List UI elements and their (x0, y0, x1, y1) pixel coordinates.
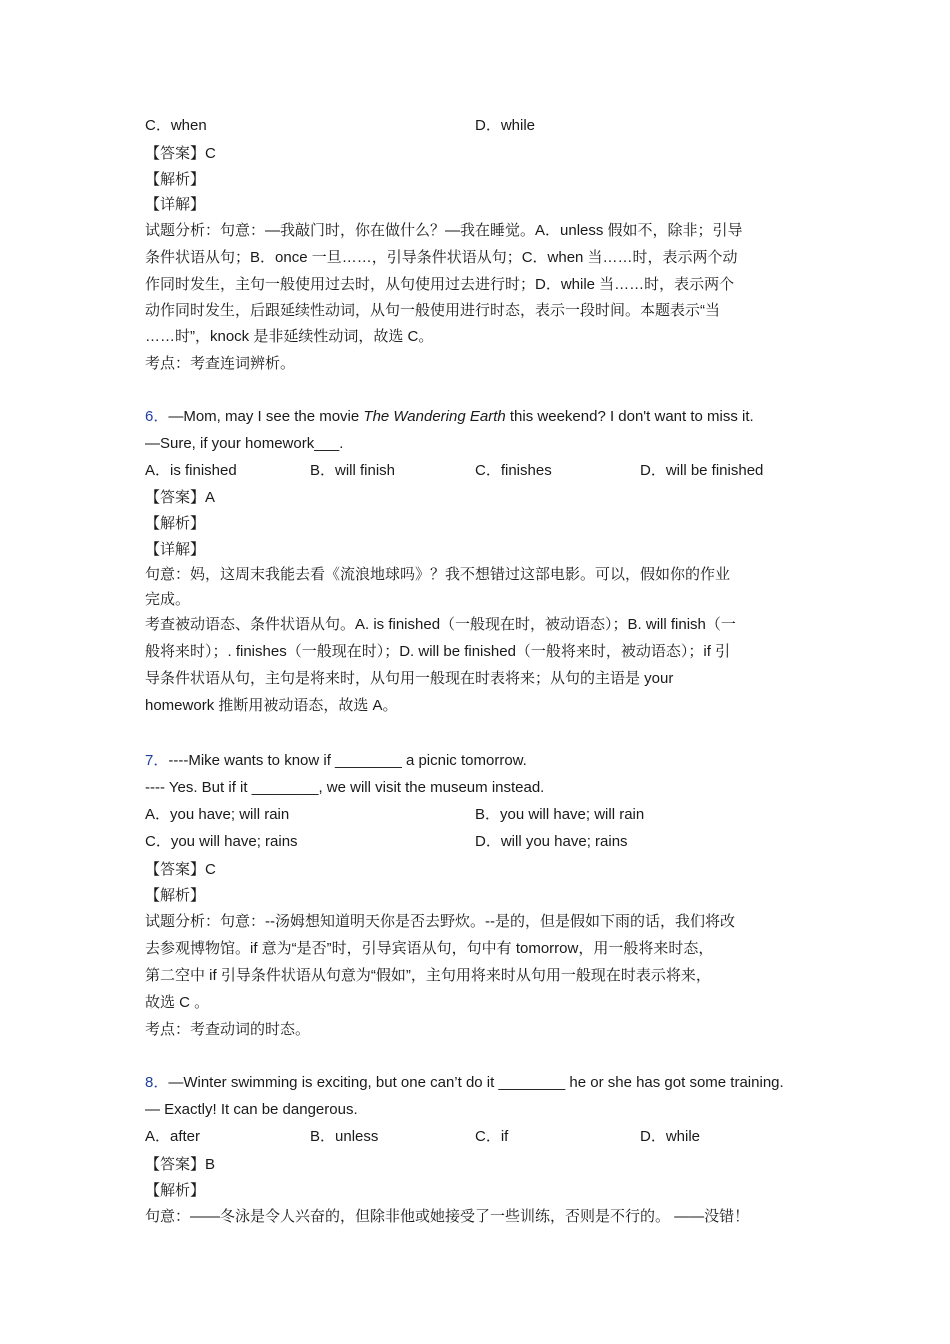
explanation-line: 故选 C 。 (145, 994, 210, 1011)
detail-label: 【详解】 (145, 541, 206, 558)
option-d: D．will be finished (640, 462, 764, 479)
kaodian-line: 考点：考查动词的时态。 (145, 1021, 311, 1038)
explanation-line: ……时”，knock 是非延续性动词，故选 C。 (145, 328, 434, 345)
option-d: D．while (475, 117, 536, 134)
explanation-line: 去参观博物馆。if 意为“是否”时，引导宾语从句，句中有 tomorrow，用一般将来时态， (145, 940, 714, 957)
analysis-label: 【解析】 (145, 1182, 206, 1199)
explanation-line: 句意：——冬泳是令人兴奋的，但除非他或她接受了一些训练，否则是不行的。 ——没错！ (145, 1208, 750, 1225)
question-number: 8． (145, 1074, 169, 1091)
explanation-line: 动作同时发生，后跟延续性动词，从句一般使用进行时态，表示一段时间。本题表示“当 (145, 302, 720, 319)
answer-label: 【答案】B (145, 1156, 216, 1173)
answer-label: 【答案】A (145, 489, 216, 506)
explanation-line: 第二空中 if 引导条件状语从句意为“假如”，主句用将来时从句用一般现在时表示将来， (145, 967, 711, 984)
analysis-label: 【解析】 (145, 887, 206, 904)
question-number: 6． (145, 408, 169, 425)
explanation-line: 试题分析：句意：—我敲门时，你在做什么？—我在睡觉。A．unless 假如不，除非；引导 (145, 222, 743, 239)
question-7-line2: ---- Yes. But if it ________, we will visit the museum instead. (145, 779, 545, 796)
explanation-line: 条件状语从句；B．once 一旦……，引导条件状语从句；C．when 当……时，表示两个动 (145, 249, 738, 266)
analysis-label: 【解析】 (145, 515, 206, 532)
option-c: C．finishes (475, 462, 552, 479)
detail-label: 【详解】 (145, 196, 206, 213)
option-c: C．when (145, 117, 207, 134)
analysis-label: 【解析】 (145, 171, 206, 188)
option-d: D．will you have; rains (475, 833, 628, 850)
question-7-stem: 7．----Mike wants to know if ________ a picnic tomorrow. (145, 752, 527, 769)
option-a: A．is finished (145, 462, 237, 479)
question-6-line2: —Sure, if your homework___. (145, 435, 344, 452)
option-b: B．unless (310, 1128, 379, 1145)
option-a: A．after (145, 1128, 201, 1145)
explanation-line: 句意：妈，这周末我能去看《流浪地球吗》？我不想错过这部电影。可以，假如你的作业 (145, 566, 731, 583)
kaodian-line: 考点：考查连词辨析。 (145, 355, 296, 372)
question-number: 7． (145, 752, 169, 769)
option-a: A．you have; will rain (145, 806, 290, 823)
option-b: B．will finish (310, 462, 396, 479)
option-d: D．while (640, 1128, 701, 1145)
question-6-stem: 6．—Mom, may I see the movie The Wandering Earth this weekend? I don't want to miss it. (145, 408, 754, 425)
question-8-stem: 8．—Winter swimming is exciting, but one can’t do it ________ he or she has got some training. (145, 1074, 784, 1091)
question-8-line2: — Exactly! It can be dangerous. (145, 1101, 358, 1118)
answer-label: 【答案】C (145, 861, 216, 878)
option-c: C．you will have; rains (145, 833, 298, 850)
explanation-line: 般将来时）；. finishes（一般现在时）；D. will be finished（一般将来时，被动语态）；if 引 (145, 643, 731, 660)
explanation-line: 完成。 (145, 591, 191, 608)
explanation-line: homework 推断用被动语态，故选 A。 (145, 697, 398, 714)
option-c: C．if (475, 1128, 509, 1145)
answer-label: 【答案】C (145, 145, 216, 162)
option-b: B．you will have; will rain (475, 806, 645, 823)
explanation-line: 作同时发生，主句一般使用过去时，从句使用过去进行时；D．while 当……时，表示两个 (145, 276, 735, 293)
explanation-line: 试题分析：句意：--汤姆想知道明天你是否去野炊。--是的，但是假如下雨的话，我们将改 (145, 913, 735, 930)
explanation-line: 导条件状语从句，主句是将来时，从句用一般现在时表将来；从句的主语是 your (145, 670, 674, 687)
explanation-line: 考查被动语态、条件状语从句。A. is finished（一般现在时，被动语态）；B. will finish（一 (145, 616, 736, 633)
movie-title: The Wandering Earth (363, 408, 506, 425)
